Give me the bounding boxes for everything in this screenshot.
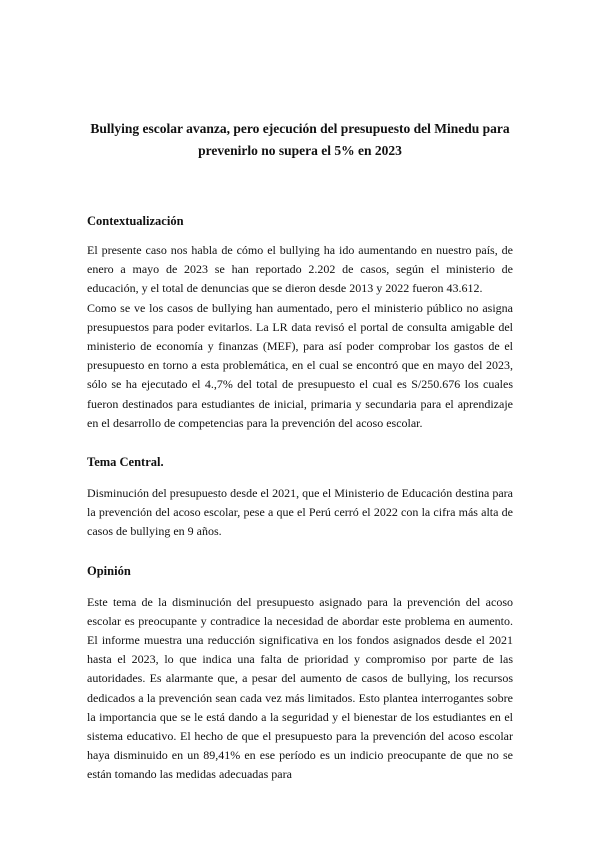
document-title: Bullying escolar avanza, pero ejecución del presupuesto del Minedu para prevenirlo no supera el 5% en 2023: [90, 121, 510, 158]
section-heading-contextualizacion: Contextualización: [87, 214, 184, 228]
paragraph-tema-central-1: Disminución del presupuesto desde el 2021, que el Ministerio de Educación destina para la prevención del acoso escolar, pese a que el Perú cerró el 2022 con la cifra más alta de casos de bullying en 9 años.: [87, 486, 513, 539]
section-heading-tema-central: Tema Central.: [87, 455, 164, 470]
section-heading-opinion: Opinión: [87, 563, 131, 578]
paragraph-contextualizacion-1: El presente caso nos habla de cómo el bullying ha ido aumentando en nuestro país, de enero a mayo de 2023 se han reportado 2.202 de casos, según el ministerio de educación, y el total de denuncias que se dieron desde 2013 y 2022 fueron 43.612.: [87, 243, 513, 296]
paragraph-opinion-1: Este tema de la disminución del presupuesto asignado para la prevención del acoso escolar es preocupante y contradice la necesidad de abordar este problema en aumento. El informe muestra una reducción significativa en los fondos asignados desde el 2021 hasta el 2023, lo que indica una falta de prioridad y compromiso por parte de las autoridades. Es alarmante que, a pesar del aumento de casos de bullying, los recursos dedicados a la prevención sean cada vez más limitados. Esto plantea interrogantes sobre la importancia que se le está dando a la seguridad y el bienestar de los estudiantes en el sistema educativo. El hecho de que el presupuesto para la prevención del acoso escolar haya disminuido en un 89,41% en ese período es un indicio preocupante de que no se están tomando las medidas adecuadas para: [87, 594, 513, 782]
paragraph-contextualizacion-2: Como se ve los casos de bullying han aumentado, pero el ministerio público no asigna presupuestos para poder evitarlos. La LR data revisó el portal de consulta amigable del ministerio de economía y finanzas (MEF), para así poder comprobar los gastos de el presupuesto en torno a esta problemática, en el cual se encontró que en mayo del 2023, sólo se ha ejecutado el 4.,7% del total de presupuesto el cual es S/250.676 los cuales fueron destinados para estudiantes de inicial, primaria y secundaria para el aprendizaje en el desarrollo de competencias para la prevención del acoso escolar.: [87, 300, 513, 430]
document-page: [87, 118, 513, 785]
